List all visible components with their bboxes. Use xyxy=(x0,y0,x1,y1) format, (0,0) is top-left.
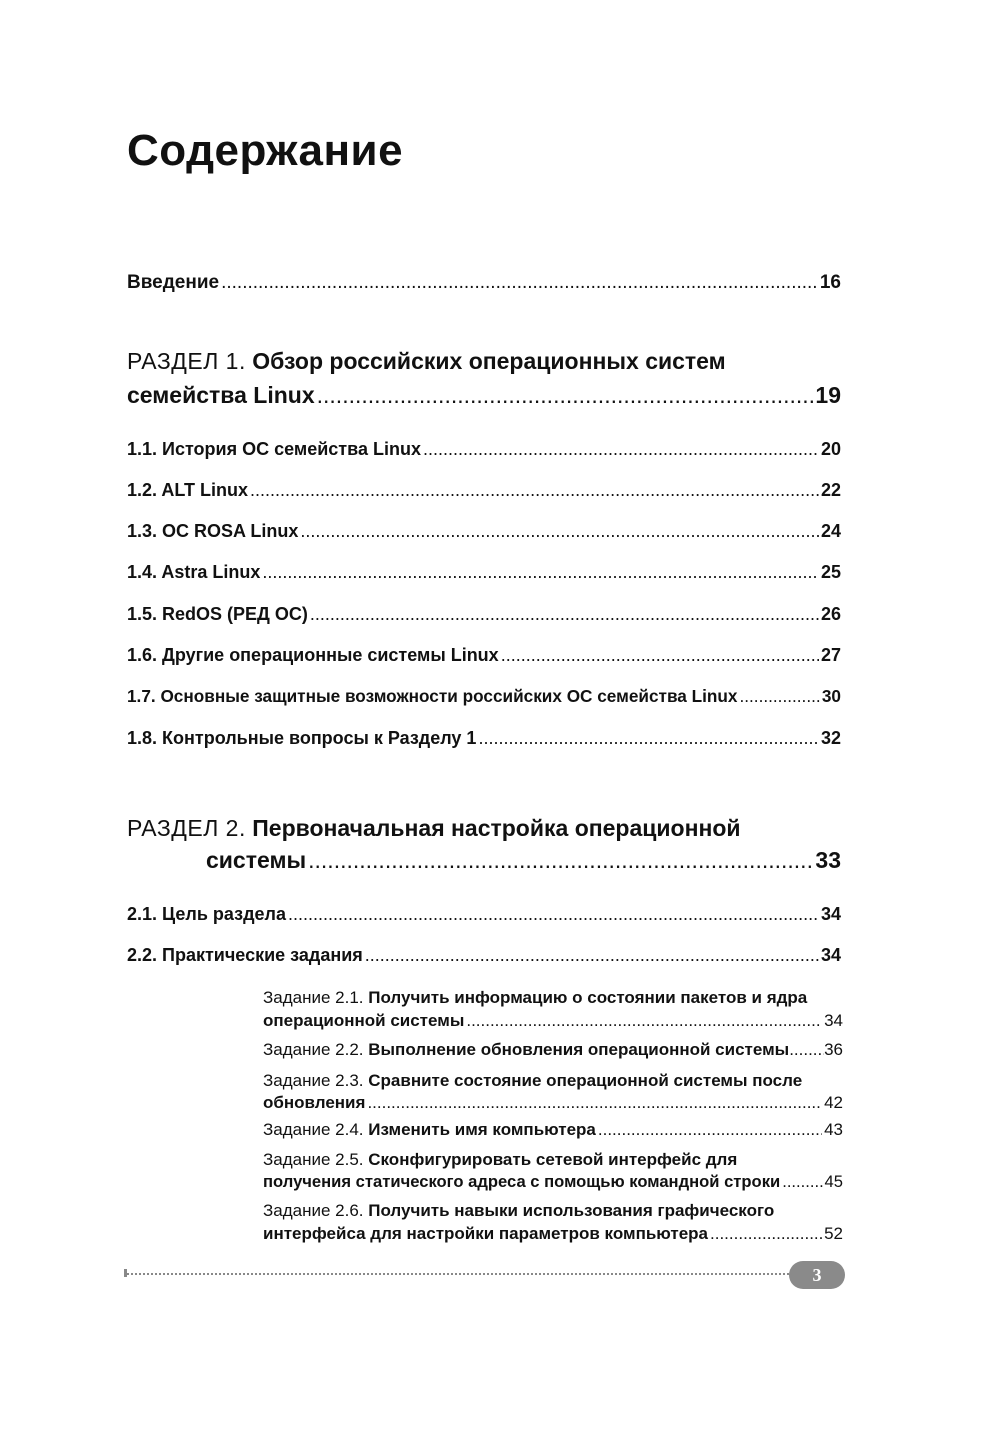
task-page: 43 xyxy=(824,1120,843,1139)
page-number-badge: 3 xyxy=(789,1261,845,1289)
task-label: Задание 2.3. xyxy=(263,1071,364,1090)
dot-leader xyxy=(250,480,819,501)
toc-entry-title: 1.2. ALT Linux xyxy=(127,480,249,500)
task-entry-2-5-line2[interactable] xyxy=(263,1172,843,1192)
dot-leader xyxy=(300,521,819,542)
section-page: 33 xyxy=(815,847,841,873)
task-entry-2-6-line2[interactable] xyxy=(263,1224,843,1244)
task-title: Получить информацию о состоянии пакетов и ядра xyxy=(368,988,808,1007)
task-label: Задание 2.6. xyxy=(263,1201,364,1220)
section-name-cont: системы xyxy=(206,847,307,873)
dot-leader xyxy=(308,847,813,874)
dot-leader xyxy=(221,272,818,294)
toc-entry[interactable] xyxy=(127,645,841,666)
toc-entry-title: 1.1. История ОС семейства Linux xyxy=(127,439,421,459)
toc-entry-page: 22 xyxy=(820,480,841,500)
toc-entry-intro[interactable] xyxy=(127,272,841,294)
task-title: Получить навыки использования графического xyxy=(368,1201,775,1220)
toc-entry[interactable] xyxy=(127,604,841,625)
task-page: 36 xyxy=(824,1040,843,1059)
section-2-heading[interactable] xyxy=(127,815,741,842)
toc-entry-page: 26 xyxy=(820,604,841,624)
toc-entry[interactable] xyxy=(127,945,841,966)
task-title-cont: получения статического адреса с помощью командной строки xyxy=(263,1172,781,1191)
section-1-heading[interactable] xyxy=(127,348,726,375)
task-label: Задание 2.1. xyxy=(263,988,364,1007)
toc-entry[interactable] xyxy=(127,686,841,707)
dot-leader xyxy=(262,562,819,583)
section-name: Обзор российских операционных систем xyxy=(252,348,726,374)
toc-entry-page: 16 xyxy=(819,272,841,293)
section-label: РАЗДЕЛ 2. xyxy=(127,815,246,841)
task-page: 34 xyxy=(824,1011,843,1030)
toc-entry-title: 1.4. Astra Linux xyxy=(127,562,261,582)
dot-leader xyxy=(782,1172,822,1192)
task-label: Задание 2.5. xyxy=(263,1150,364,1169)
task-entry-2-6-line1[interactable] xyxy=(263,1201,774,1221)
dot-leader xyxy=(710,1224,822,1244)
task-page: 52 xyxy=(824,1224,843,1243)
task-label: Задание 2.2. xyxy=(263,1040,364,1059)
section-label: РАЗДЕЛ 1. xyxy=(127,348,246,374)
section-name: Первоначальная настройка операционной xyxy=(252,815,741,841)
task-entry-2-4[interactable] xyxy=(263,1120,843,1140)
task-title: Выполнение обновления операционной системы xyxy=(368,1040,790,1059)
toc-entry-page: 27 xyxy=(820,645,841,665)
task-entry-2-3-line2[interactable] xyxy=(263,1093,843,1113)
section-2-heading-line2[interactable] xyxy=(206,847,841,874)
footer-dotted-rule xyxy=(127,1273,789,1275)
toc-entry-page: 32 xyxy=(820,728,841,748)
page-title: Содержание xyxy=(127,126,404,175)
task-page: 42 xyxy=(824,1093,843,1112)
task-entry-2-3-line1[interactable] xyxy=(263,1071,802,1091)
toc-entry-page: 34 xyxy=(820,945,841,965)
toc-entry-title: 1.3. ОС ROSA Linux xyxy=(127,521,299,541)
section-page: 19 xyxy=(815,382,841,408)
toc-entry-title: 1.8. Контрольные вопросы к Разделу 1 xyxy=(127,728,477,748)
toc-entry[interactable] xyxy=(127,480,841,501)
dot-leader xyxy=(310,604,819,625)
toc-entry[interactable] xyxy=(127,439,841,460)
task-title-cont: операционной системы xyxy=(263,1011,465,1030)
task-entry-2-1-line2[interactable] xyxy=(263,1011,843,1031)
section-name-cont: семейства Linux xyxy=(127,382,315,408)
toc-entry[interactable] xyxy=(127,728,841,749)
dot-leader xyxy=(288,904,819,925)
dot-leader xyxy=(365,945,819,966)
task-page: 45 xyxy=(824,1172,843,1191)
task-label: Задание 2.4. xyxy=(263,1120,364,1139)
dot-leader xyxy=(501,645,819,666)
dot-leader xyxy=(478,728,819,749)
toc-entry[interactable] xyxy=(127,521,841,542)
toc-entry[interactable] xyxy=(127,562,841,583)
dot-leader xyxy=(739,686,819,707)
task-title: Сравните состояние операционной системы после xyxy=(368,1071,803,1090)
section-1-heading-line2[interactable] xyxy=(127,382,841,409)
task-title: Изменить имя компьютера xyxy=(368,1120,596,1139)
dot-leader xyxy=(466,1011,822,1031)
toc-entry[interactable] xyxy=(127,904,841,925)
toc-entry-title: 2.2. Практические задания xyxy=(127,945,363,965)
task-entry-2-1-line1[interactable] xyxy=(263,988,807,1008)
toc-entry-page: 30 xyxy=(821,686,841,706)
toc-entry-page: 34 xyxy=(820,904,841,924)
dot-leader xyxy=(789,1040,824,1060)
dot-leader xyxy=(317,382,814,409)
toc-entry-title: 1.7. Основные защитные возможности российских ОС семейства Linux xyxy=(127,686,738,706)
toc-entry-page: 20 xyxy=(820,439,841,459)
toc-entry-title: 1.6. Другие операционные системы Linux xyxy=(127,645,499,665)
task-title-cont: интерфейса для настройки параметров компьютера xyxy=(263,1224,709,1243)
dot-leader xyxy=(598,1120,822,1140)
task-entry-2-5-line1[interactable] xyxy=(263,1150,737,1170)
toc-entry-title: 2.1. Цель раздела xyxy=(127,904,286,924)
task-entry-2-2[interactable] xyxy=(263,1040,843,1060)
dot-leader xyxy=(367,1093,822,1113)
task-title-cont: обновления xyxy=(263,1093,366,1112)
task-title: Сконфигурировать сетевой интерфейс для xyxy=(368,1150,738,1169)
toc-entry-page: 24 xyxy=(820,521,841,541)
dot-leader xyxy=(423,439,819,460)
toc-entry-title: 1.5. RedOS (РЕД ОС) xyxy=(127,604,308,624)
toc-entry-title: Введение xyxy=(127,272,220,293)
toc-entry-page: 25 xyxy=(820,562,841,582)
